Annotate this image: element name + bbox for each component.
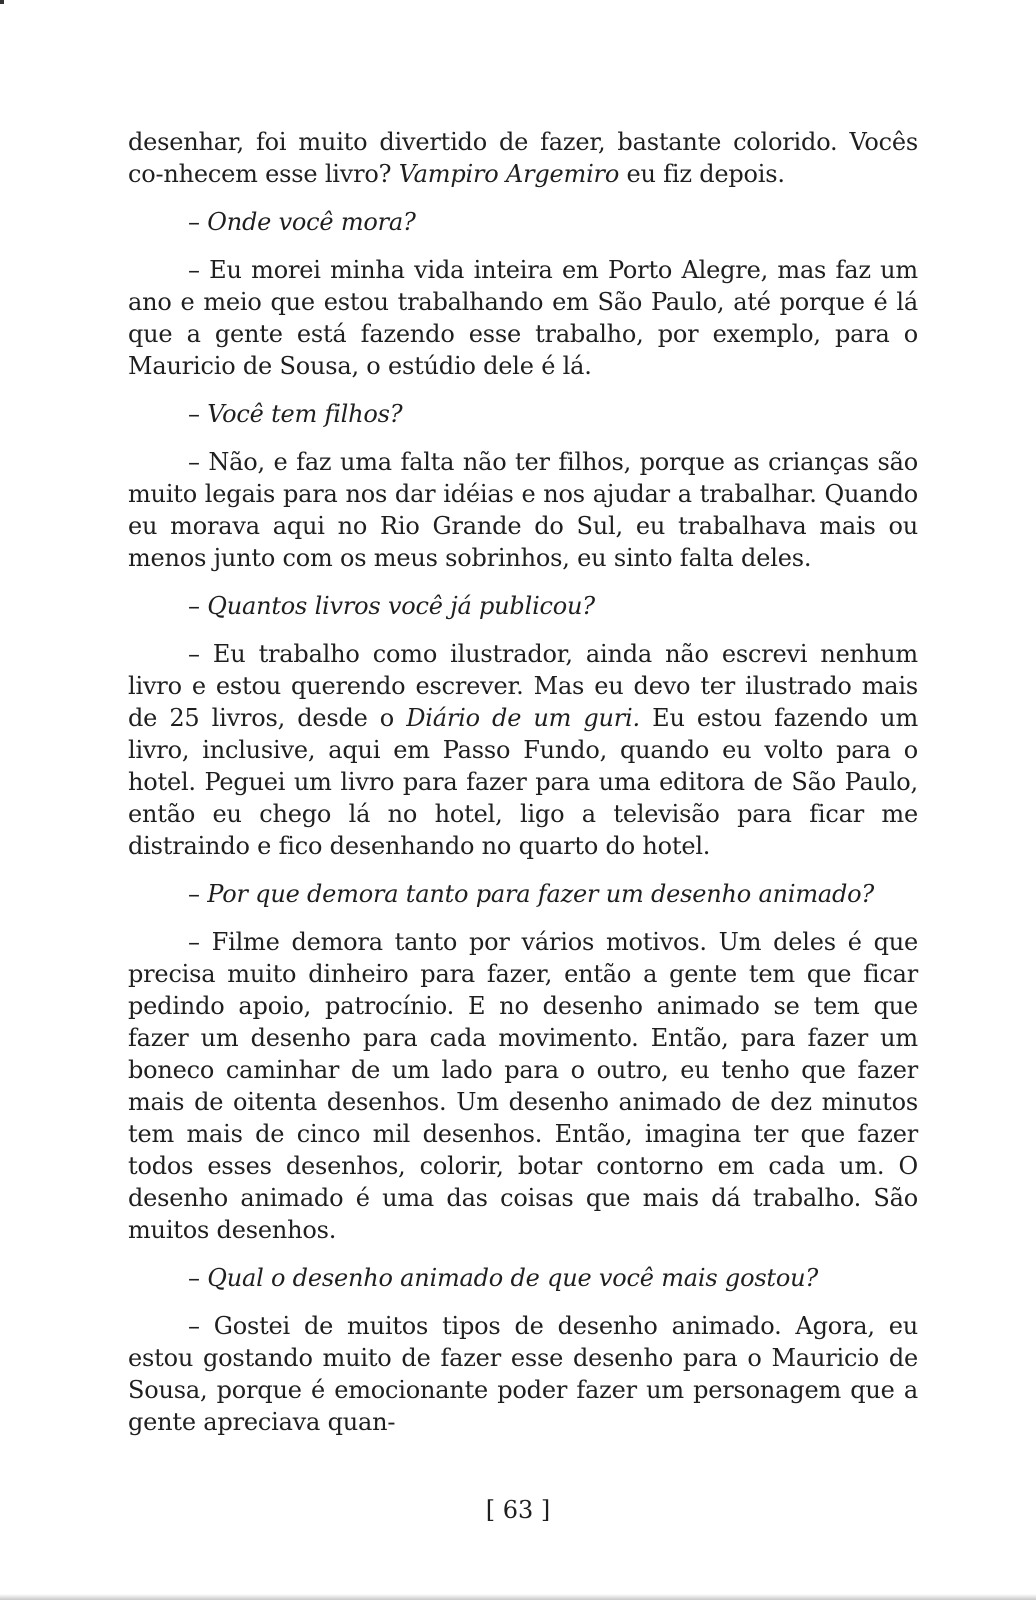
interview-question	[128, 206, 918, 238]
text-run: desenhar, foi muito divertido de fazer, bastante colorido. Vocês co-nhecem esse livro?	[128, 128, 918, 188]
text-run: – Eu trabalho como ilustrador, ainda não escrevi nenhum livro e estou querendo escrever. Mas eu devo ter ilustrado mais de 25 livros, desde o	[128, 640, 918, 732]
question-text: Você tem filhos?	[207, 400, 403, 428]
page-number: [ 63 ]	[485, 1496, 551, 1524]
question-dash: –	[188, 592, 208, 620]
text-run: – Não, e faz uma falta não ter filhos, porque as crianças são muito legais para nos dar idéias e nos ajudar a trabalhar. Quando eu morava aqui no Rio Grande do Sul, eu trabalhava mais ou menos junto com os meus sobrinhos, eu sinto falta deles.	[128, 448, 918, 572]
question-text: Onde você mora?	[207, 208, 416, 236]
question-text: Por que demora tanto para fazer um desenho animado?	[207, 880, 875, 908]
scan-corner-mark	[0, 0, 4, 4]
body-text	[128, 126, 918, 1454]
interview-answer	[128, 254, 918, 382]
interview-answer	[128, 1310, 918, 1438]
paragraph-continuation	[128, 126, 918, 190]
text-run: – Gostei de muitos tipos de desenho animado. Agora, eu estou gostando muito de fazer esse desenho para o Mauricio de Sousa, porque é emocionante poder fazer um personagem que a gente apreciava quan-	[128, 1312, 918, 1436]
interview-question	[128, 878, 918, 910]
text-run: eu fiz depois.	[619, 160, 785, 188]
interview-answer	[128, 638, 918, 862]
text-run: – Eu morei minha vida inteira em Porto Alegre, mas faz um ano e meio que estou trabalhando em São Paulo, até porque é lá que a gente está fazendo esse trabalho, por exemplo, para o Mauricio de Sousa, o estúdio dele é lá.	[128, 256, 918, 380]
interview-question	[128, 590, 918, 622]
question-text: Qual o desenho animado de que você mais gostou?	[207, 1264, 819, 1292]
text-run: Eu estou fazendo um livro, inclusive, aqui em Passo Fundo, quando eu volto para o hotel. Peguei um livro para fazer para uma editora de São Paulo, então eu chego lá no hotel, ligo a televisão para ficar me distraindo e fico desenhando no quarto do hotel.	[128, 704, 918, 860]
book-title-diario-de-um-guri: Diário de um guri.	[406, 704, 640, 732]
text-run: – Filme demora tanto por vários motivos. Um deles é que precisa muito dinheiro para fazer, então a gente tem que ficar pedindo apoio, patrocínio. E no desenho animado se tem que fazer um desenho para cada movimento. Então, para fazer um boneco caminhar de um lado para o outro, eu tenho que fazer mais de oitenta desenhos. Um desenho animado de dez minutos tem mais de cinco mil desenhos. Então, imagina ter que fazer todos esses desenhos, colorir, botar contorno em cada um. O desenho animado é uma das coisas que mais dá trabalho. São muitos desenhos.	[128, 928, 918, 1244]
book-title-vampiro-argemiro: Vampiro Argemiro	[398, 160, 620, 188]
scan-bottom-edge	[0, 1594, 1036, 1600]
interview-answer	[128, 446, 918, 574]
question-dash: –	[188, 400, 208, 428]
interview-question	[128, 398, 918, 430]
question-dash: –	[188, 880, 208, 908]
question-text: Quantos livros você já publicou?	[207, 592, 595, 620]
interview-answer	[128, 926, 918, 1246]
question-dash: –	[188, 208, 208, 236]
question-dash: –	[188, 1264, 208, 1292]
interview-question	[128, 1262, 918, 1294]
